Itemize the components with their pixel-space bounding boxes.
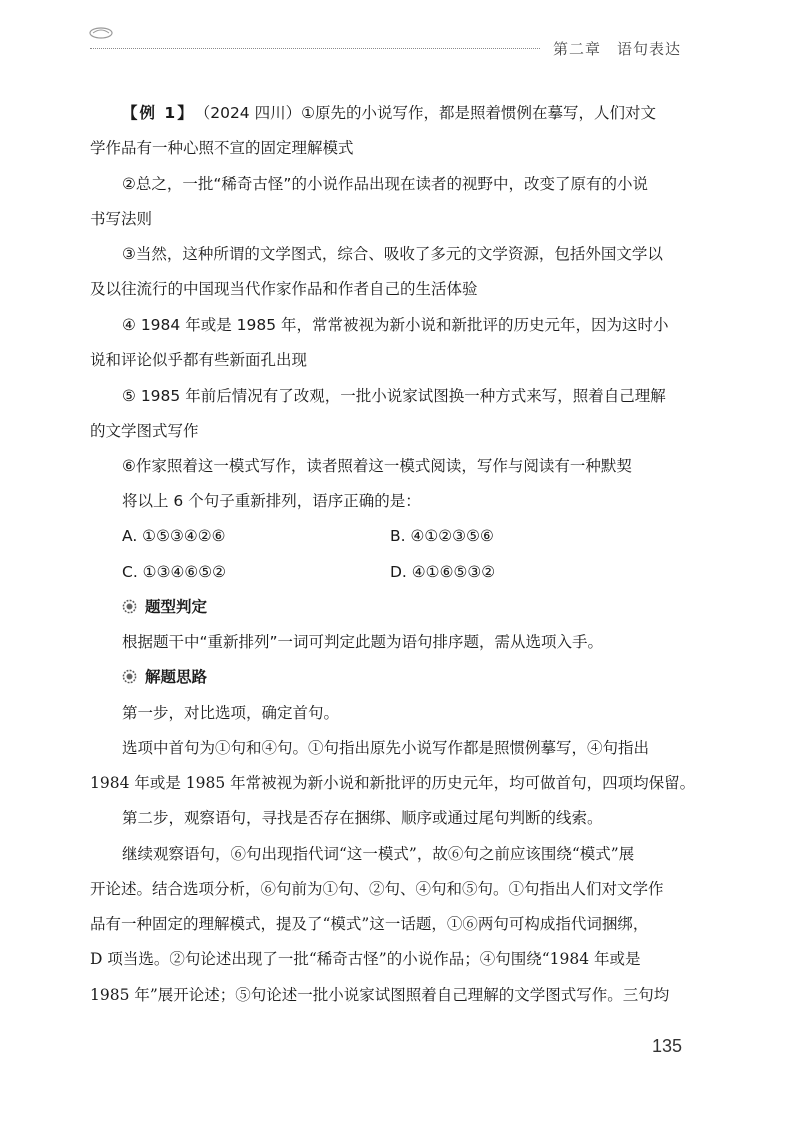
type-title: 题型判定	[145, 598, 208, 616]
sentence-6: ⑥作家照着这一模式写作，读者照着这一模式阅读，写作与阅读有一种默契	[122, 457, 632, 475]
step-2: 第二步，观察语句，寻找是否存在捆绑、顺序或通过尾句判断的线索。	[122, 809, 603, 827]
sentence-3: ③当然，这种所谓的文学图式，综合、吸收了多元的文学资源，包括外国文学以	[122, 245, 663, 263]
analysis-2-line-4: D 项当选。②句论述出现了一批“稀奇古怪”的小说作品；④句围绕“1984 年或是	[90, 950, 641, 968]
running-header	[553, 38, 681, 59]
analysis-1-line-2: 1984 年或是 1985 年常被视为新小说和新批评的历史元年，均可做首句，四项均保留。	[90, 774, 696, 792]
type-text: 根据题干中“重新排列”一词可判定此题为语句排序题，需从选项入手。	[122, 633, 604, 651]
question-prompt: 将以上 6 个句子重新排列，语序正确的是：	[122, 492, 421, 510]
sentence-2: ②总之，一批“稀奇古怪”的小说作品出现在读者的视野中，改变了原有的小说	[122, 175, 648, 193]
analysis-2-line-5: 1985 年”展开论述；⑤句论述一批小说家试图照着自己理解的文学图式写作。三句均	[90, 986, 670, 1004]
sentence-5-cont: 的文学图式写作	[90, 422, 199, 440]
analysis-1-line-1: 选项中首句为①句和④句。①句指出原先小说写作都是照惯例摹写，④句指出	[122, 739, 650, 757]
header-rule	[90, 48, 540, 49]
gear-badge-icon	[122, 669, 137, 684]
analysis-2-line-2: 开论述。结合选项分析，⑥句前为①句、②句、④句和⑤句。①句指出人们对文学作	[90, 880, 664, 898]
option-a: A. ①⑤③④②⑥	[122, 527, 226, 545]
step-1: 第一步，对比选项，确定首句。	[122, 704, 340, 722]
option-b: B. ④①②③⑤⑥	[390, 527, 494, 545]
analysis-2-line-1: 继续观察语句，⑥句出现指代词“这一模式”，故⑥句之前应该围绕“模式”展	[122, 845, 635, 863]
idea-heading	[122, 667, 207, 687]
analysis-2-line-3: 品有一种固定的理解模式，提及了“模式”这一话题，①⑥两句可构成指代词捆绑，	[90, 915, 649, 933]
idea-title: 解题思路	[145, 668, 208, 686]
section-label: 语句表达	[617, 40, 682, 58]
type-heading	[122, 597, 207, 617]
sentence-3-cont: 及以往流行的中国现当代作家作品和作者自己的生活体验	[90, 280, 478, 298]
gear-badge-icon	[122, 599, 137, 614]
chapter-label: 第二章	[553, 40, 602, 58]
example-label: 【例 1】	[122, 104, 195, 122]
sentence-4-cont: 说和评论似乎都有些新面孔出现	[90, 351, 308, 369]
page-number: 135	[652, 1036, 683, 1056]
option-c: C. ①③④⑥⑤②	[122, 563, 227, 581]
sentence-1: ①原先的小说写作，都是照着惯例在摹写，人们对文	[301, 104, 656, 122]
example-source: （2024 四川）	[194, 104, 302, 122]
option-d: D. ④①⑥⑤③②	[390, 563, 496, 581]
sentence-1-cont: 学作品有一种心照不宣的固定理解模式	[90, 139, 354, 157]
sentence-4: ④ 1984 年或是 1985 年，常常被视为新小说和新批评的历史元年，因为这时小	[122, 316, 669, 334]
sentence-2-cont: 书写法则	[90, 210, 153, 228]
example-line-1	[122, 103, 656, 123]
publisher-logo-icon	[88, 26, 114, 40]
sentence-5: ⑤ 1985 年前后情况有了改观，一批小说家试图换一种方式来写，照着自己理解	[122, 387, 666, 405]
